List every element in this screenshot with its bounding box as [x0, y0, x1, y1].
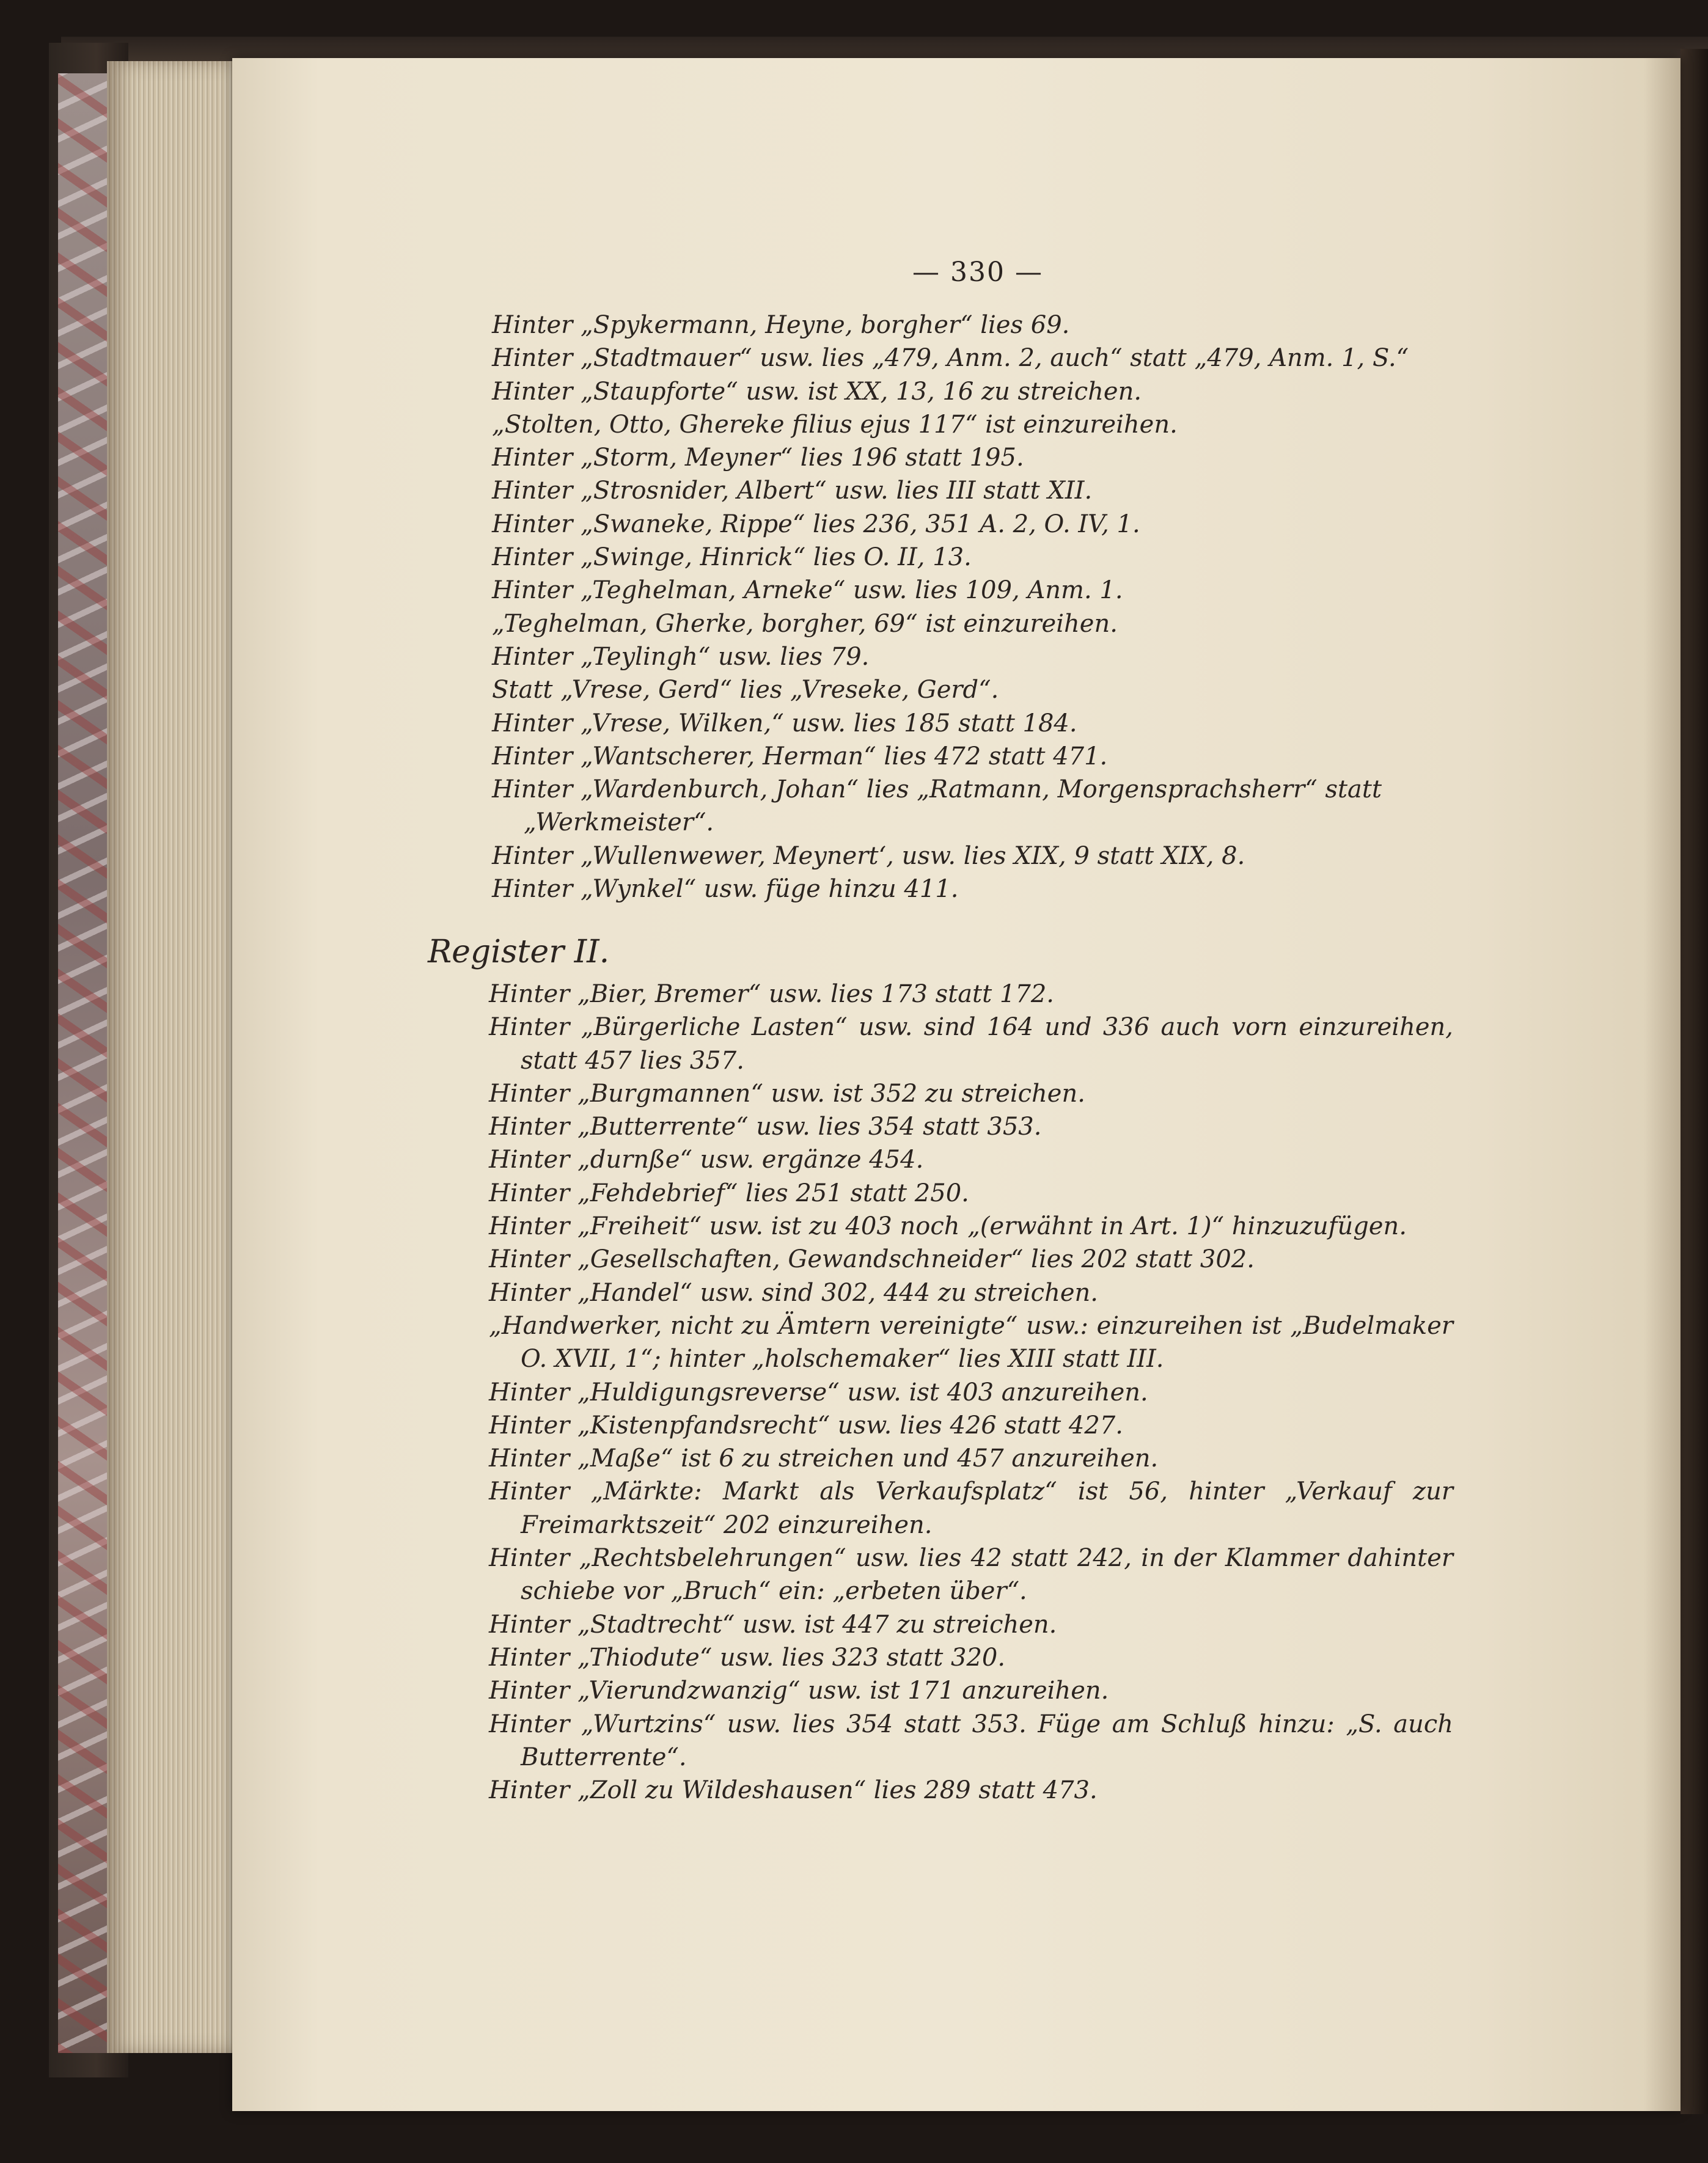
list-item: Hinter „Vierundzwanzig“ usw. ist 171 anzureihen.	[489, 1677, 1109, 1705]
list-item: Hinter „Zoll zu Wildeshausen“ lies 289 statt 473.	[489, 1776, 1098, 1805]
list-item: „Stolten, Otto, Ghereke filius ejus 117“ ist einzureihen.	[492, 410, 1178, 439]
list-item: Hinter „Wullenwewer, Meynert‘, usw. lies XIX, 9 statt XIX, 8.	[492, 841, 1245, 870]
corrections-list-register-1	[492, 309, 1456, 906]
list-item: Hinter „Wurtzins“ usw. lies 354 statt 353. Füge am Schluß hinzu: „S. auch Butterrente“.	[489, 1710, 1453, 1771]
list-item: Hinter „Bürgerliche Lasten“ usw. sind 164 und 336 auch vorn einzureihen, statt 457 lies 357.	[489, 1013, 1453, 1075]
list-item: Hinter „Rechtsbelehrungen“ usw. lies 42 statt 242, in der Klammer dahinter schiebe vor „Bruch“ ein: „erbeten über“.	[489, 1544, 1453, 1606]
page-number: — 330 —	[912, 257, 1043, 288]
list-item: Hinter „Vrese, Wilken,“ usw. lies 185 statt 184.	[492, 709, 1077, 737]
list-item: Hinter „Kistenpfandsrecht“ usw. lies 426 statt 427.	[489, 1411, 1123, 1440]
list-item: Hinter „Wantscherer, Herman“ lies 472 statt 471.	[492, 742, 1108, 770]
list-item: Hinter „Gesellschaften, Gewandschneider“ lies 202 statt 302.	[489, 1245, 1255, 1274]
list-item: Hinter „Handel“ usw. sind 302, 444 zu streichen.	[489, 1278, 1098, 1307]
list-item: Hinter „Strosnider, Albert“ usw. lies III statt XII.	[492, 477, 1093, 505]
list-item: Hinter „Bier, Bremer“ usw. lies 173 statt 172.	[489, 980, 1054, 1008]
list-item: Hinter „Stadtmauer“ usw. lies „479, Anm. 2, auch“ statt „479, Anm. 1, S.“	[492, 344, 1409, 373]
corrections-list-register-2	[489, 978, 1453, 1807]
list-item: Hinter „Spykermann, Heyne, borgher“ lies 69.	[492, 311, 1070, 339]
list-item: Hinter „Wardenburch, Johan“ lies „Ratmann, Morgensprachsherr“ statt „Werkmeister“.	[492, 775, 1382, 837]
list-item: Hinter „Storm, Meyner“ lies 196 statt 195.	[492, 444, 1024, 472]
list-item: Hinter „Stadtrecht“ usw. ist 447 zu streichen.	[489, 1610, 1057, 1639]
page-gutter-shadow	[1644, 58, 1681, 2111]
list-item: Hinter „durnße“ usw. ergänze 454.	[489, 1146, 924, 1174]
list-item: Hinter „Staupforte“ usw. ist XX, 13, 16 zu streichen.	[492, 377, 1142, 406]
list-item: Hinter „Thiodute“ usw. lies 323 statt 320.	[489, 1643, 1006, 1672]
list-item: Hinter „Huldigungsreverse“ usw. ist 403 anzureihen.	[489, 1378, 1148, 1407]
list-item: Hinter „Swaneke, Rippe“ lies 236, 351 A. 2, O. IV, 1.	[492, 510, 1140, 538]
list-item: „Handwerker, nicht zu Ämtern vereinigte“ usw.: einzureihen ist „Budelmaker O. XVII, 1“; hinter „holschemaker“ lies XIII statt III.	[489, 1311, 1453, 1374]
list-item: Hinter „Freiheit“ usw. ist zu 403 noch „(erwähnt in Art. 1)“ hinzuzufügen.	[489, 1212, 1407, 1241]
list-item: Hinter „Teghelman, Arneke“ usw. lies 109, Anm. 1.	[492, 576, 1123, 605]
list-item: „Teghelman, Gherke, borgher, 69“ ist einzureihen.	[492, 609, 1118, 638]
list-item: Hinter „Wynkel“ usw. füge hinzu 411.	[492, 875, 959, 904]
list-item: Hinter „Swinge, Hinrick“ lies O. II, 13.	[492, 543, 972, 572]
list-item: Hinter „Fehdebrief“ lies 251 statt 250.	[489, 1179, 969, 1207]
facing-page-edge	[1681, 49, 1708, 2114]
list-item: Hinter „Maße“ ist 6 zu streichen und 457 anzureihen.	[489, 1444, 1159, 1473]
page-edges	[107, 61, 235, 2053]
list-item: Hinter „Teylingh“ usw. lies 79.	[492, 642, 870, 671]
list-item: Statt „Vrese, Gerd“ lies „Vreseke, Gerd“.	[492, 676, 999, 705]
list-item: Hinter „Burgmannen“ usw. ist 352 zu streichen.	[489, 1079, 1085, 1108]
list-item: Hinter „Butterrente“ usw. lies 354 statt 353.	[489, 1113, 1042, 1141]
section-heading-register-2: Register II.	[428, 934, 610, 970]
list-item: Hinter „Märkte: Markt als Verkaufsplatz“ ist 56, hinter „Verkauf zur Freimarktszeit“ 202 einzureihen.	[489, 1477, 1453, 1539]
